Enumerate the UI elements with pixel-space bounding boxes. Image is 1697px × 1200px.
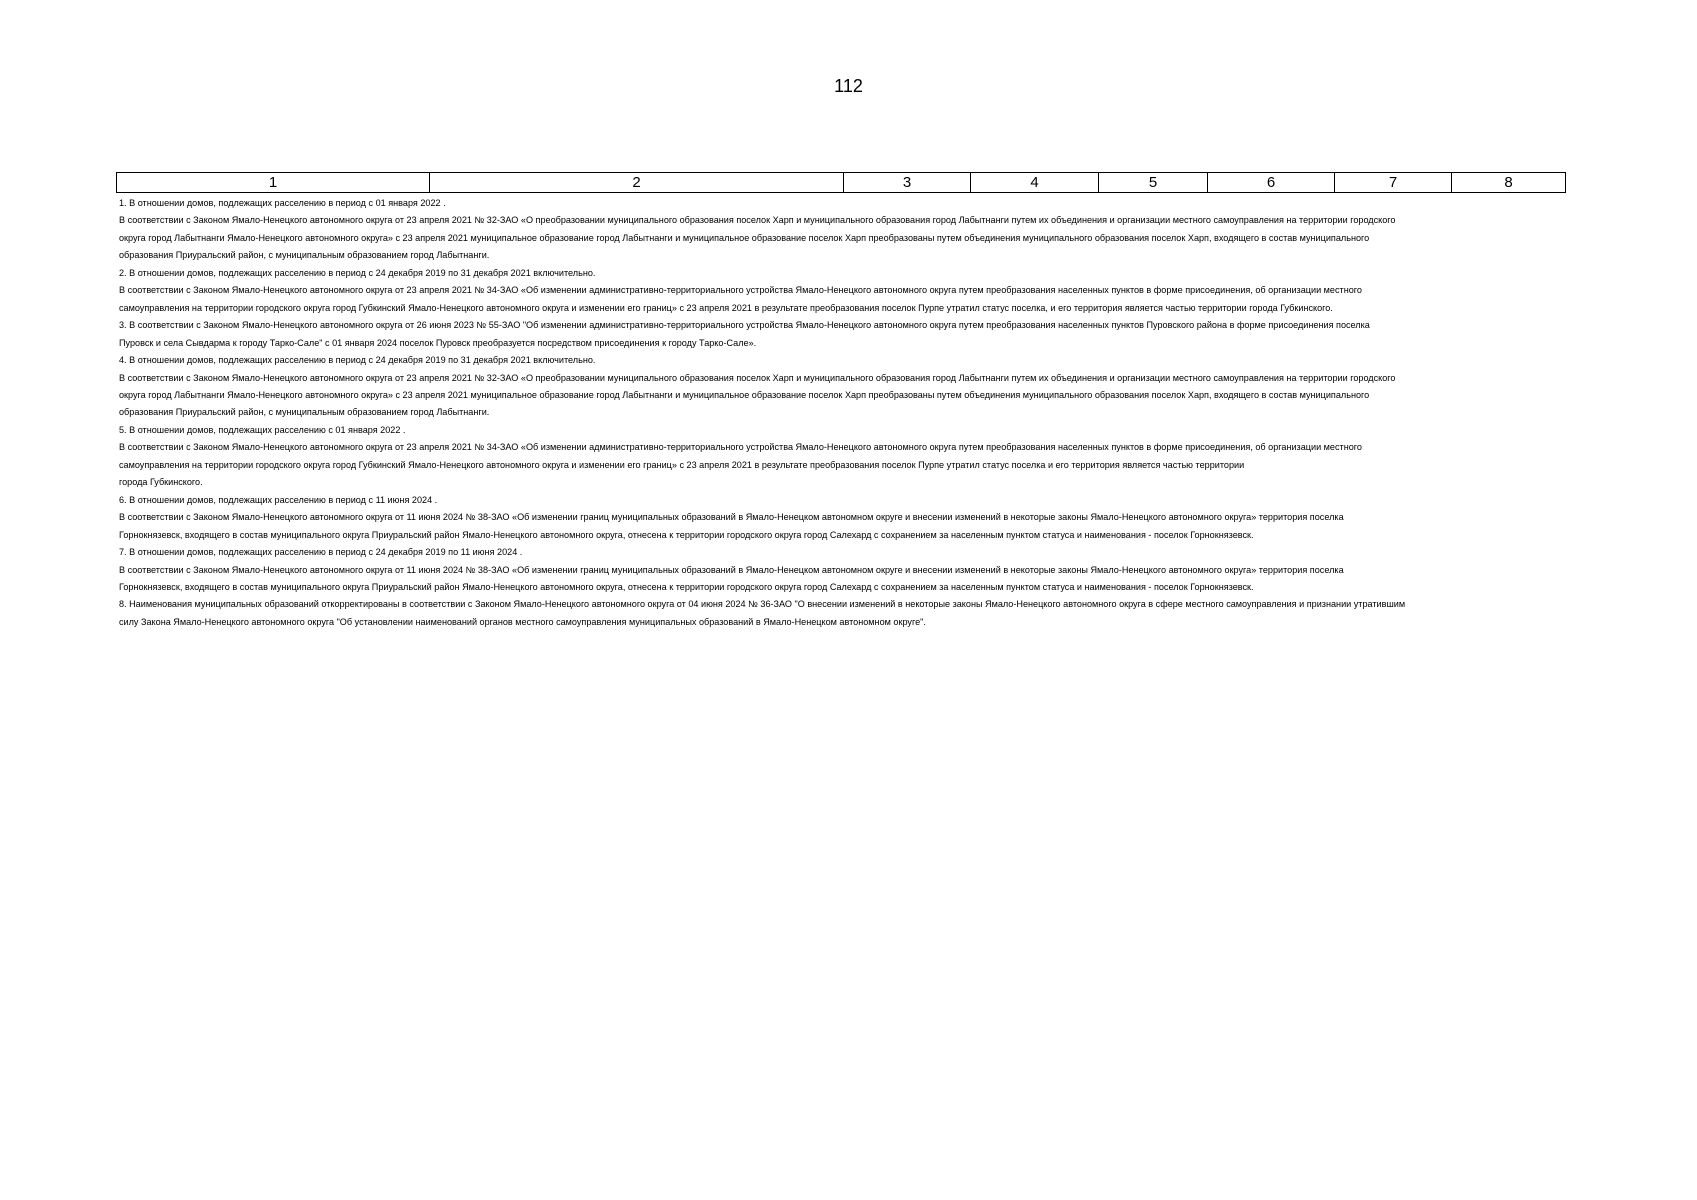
column-header-8: 8: [1451, 173, 1566, 192]
footnote-line: В соответствии с Законом Ямало-Ненецкого автономного округа от 23 апреля 2021 № 32-ЗАО «О преобразовании муниципального образования поселок Харп и муниципального образования город Лабытнанги путем их объединения и организации местного самоуправления на территории городского: [119, 372, 1396, 383]
footnote-line: образования Приуральский район, с муниципальным образованием город Лабытнанги.: [119, 407, 490, 418]
column-header-7: 7: [1334, 173, 1451, 192]
footnote-line: образования Приуральский район, с муниципальным образованием город Лабытнанги.: [119, 250, 490, 261]
column-header-3: 3: [843, 173, 970, 192]
footnote-line: 3. В соответствии с Законом Ямало-Ненецкого автономного округа от 26 июня 2023 № 55-ЗАО "Об изменении административно-территориального устройства Ямало-Ненецкого автономного округа путем преобразования населенных пунктов Пуровского района в форме присоединения поселка: [119, 320, 1370, 331]
column-header-6: 6: [1207, 173, 1334, 192]
footnote-line: Пуровск и села Сывдарма к городу Тарко-Сале" с 01 января 2024 поселок Пуровск преобразуется посредством присоединения к городу Тарко-Сале».: [119, 337, 757, 348]
footnote-line: округа город Лабытнанги Ямало-Ненецкого автономного округа» с 23 апреля 2021 муниципальное образование город Лабытнанги и муниципальное образование поселок Харп преобразованы путем объединения муниципального образования поселок Харп, входящего в состав муниципального: [119, 232, 1370, 243]
column-header-5: 5: [1098, 173, 1207, 192]
footnote-line: В соответствии с Законом Ямало-Ненецкого автономного округа от 11 июня 2024 № 38-ЗАО «Об изменении границ муниципальных образований в Ямало-Ненецком автономном округе и внесении изменений в некоторые законы Ямало-Ненецкого автономного округа» территория поселка: [119, 512, 1344, 523]
column-header-4: 4: [970, 173, 1098, 192]
footnote-line: 5. В отношении домов, подлежащих расселению с 01 января 2022 .: [119, 424, 406, 435]
footnote-line: города Губкинского.: [119, 477, 203, 488]
footnote-line: 7. В отношении домов, подлежащих расселению в период с 24 декабря 2019 по 11 июня 2024 .: [119, 547, 523, 558]
footnote-line: 2. В отношении домов, подлежащих расселению в период с 24 декабря 2019 по 31 декабря 2021 включительно.: [119, 267, 596, 278]
footnote-line: В соответствии с Законом Ямало-Ненецкого автономного округа от 23 апреля 2021 № 34-ЗАО «Об изменении административно-территориального устройства Ямало-Ненецкого автономного округа путем преобразования населенных пунктов в форме присоединения, об организации местного: [119, 442, 1362, 453]
footnote-line: 1. В отношении домов, подлежащих расселению в период с 01 января 2022 .: [119, 198, 446, 208]
column-header-2: 2: [429, 173, 843, 192]
footnote-line: Горнокнязевск, входящего в состав муниципального округа Приуральский район Ямало-Ненецкого автономного округа, отнесена к территории городского округа город Салехард с сохранением за населенным пунктом статуса и наименования - поселок Горнокнязевск.: [119, 581, 1254, 592]
table-header-row: [116, 172, 1566, 193]
footnote-line: самоуправления на территории городского округа город Губкинский Ямало-Ненецкого автономного округа и изменении его границ» с 23 апреля 2021 в результате преобразования поселок Пурпе утратил статус поселка и его территория является частью территории: [119, 459, 1245, 470]
footnote-line: Горнокнязевск, входящего в состав муниципального округа Приуральский район Ямало-Ненецкого автономного округа, отнесена к территории городского округа город Салехард с сохранением за населенным пунктом статуса и наименования - поселок Горнокнязевск.: [119, 529, 1254, 540]
footnote-line: самоуправления на территории городского округа город Губкинский Ямало-Ненецкого автономного округа и изменении его границ» с 23 апреля 2021 в результате преобразования поселок Пурпе утратил статус поселка, и его территория является частью территории города Губкинского.: [119, 302, 1333, 313]
footnote-line: 8. Наименования муниципальных образований откорректированы в соответствии с Законом Ямало-Ненецкого автономного округа от 04 июня 2024 № 36-ЗАО "О внесении изменений в некоторые законы Ямало-Ненецкого автономного округа в сфере местного самоуправления и признании утратившим: [119, 599, 1406, 610]
footnote-line: В соответствии с Законом Ямало-Ненецкого автономного округа от 23 апреля 2021 № 34-ЗАО «Об изменении административно-территориального устройства Ямало-Ненецкого автономного округа путем преобразования населенных пунктов в форме присоединения, об организации местного: [119, 285, 1362, 296]
footnote-line: 4. В отношении домов, подлежащих расселению в период с 24 декабря 2019 по 31 декабря 2021 включительно.: [119, 355, 596, 366]
footnote-line: 6. В отношении домов, подлежащих расселению в период с 11 июня 2024 .: [119, 494, 438, 505]
column-header-1: 1: [116, 173, 429, 192]
footnote-line: В соответствии с Законом Ямало-Ненецкого автономного округа от 23 апреля 2021 № 32-ЗАО «О преобразовании муниципального образования поселок Харп и муниципального образования город Лабытнанги путем их объединения и организации местного самоуправления на территории городского: [119, 215, 1396, 226]
footnotes: [119, 195, 1569, 631]
page-number: 112: [834, 76, 863, 96]
footnote-line: округа город Лабытнанги Ямало-Ненецкого автономного округа» с 23 апреля 2021 муниципальное образование город Лабытнанги и муниципальное образование поселок Харп преобразованы путем объединения муниципального образования поселок Харп, входящего в состав муниципального: [119, 389, 1370, 400]
footnote-line: силу Закона Ямало-Ненецкого автономного округа "Об установлении наименований органов местного самоуправления муниципальных образований в Ямало-Ненецком автономном округе".: [119, 616, 926, 627]
footnote-line: В соответствии с Законом Ямало-Ненецкого автономного округа от 11 июня 2024 № 38-ЗАО «Об изменении границ муниципальных образований в Ямало-Ненецком автономном округе и внесении изменений в некоторые законы Ямало-Ненецкого автономного округа» территория поселка: [119, 564, 1344, 575]
